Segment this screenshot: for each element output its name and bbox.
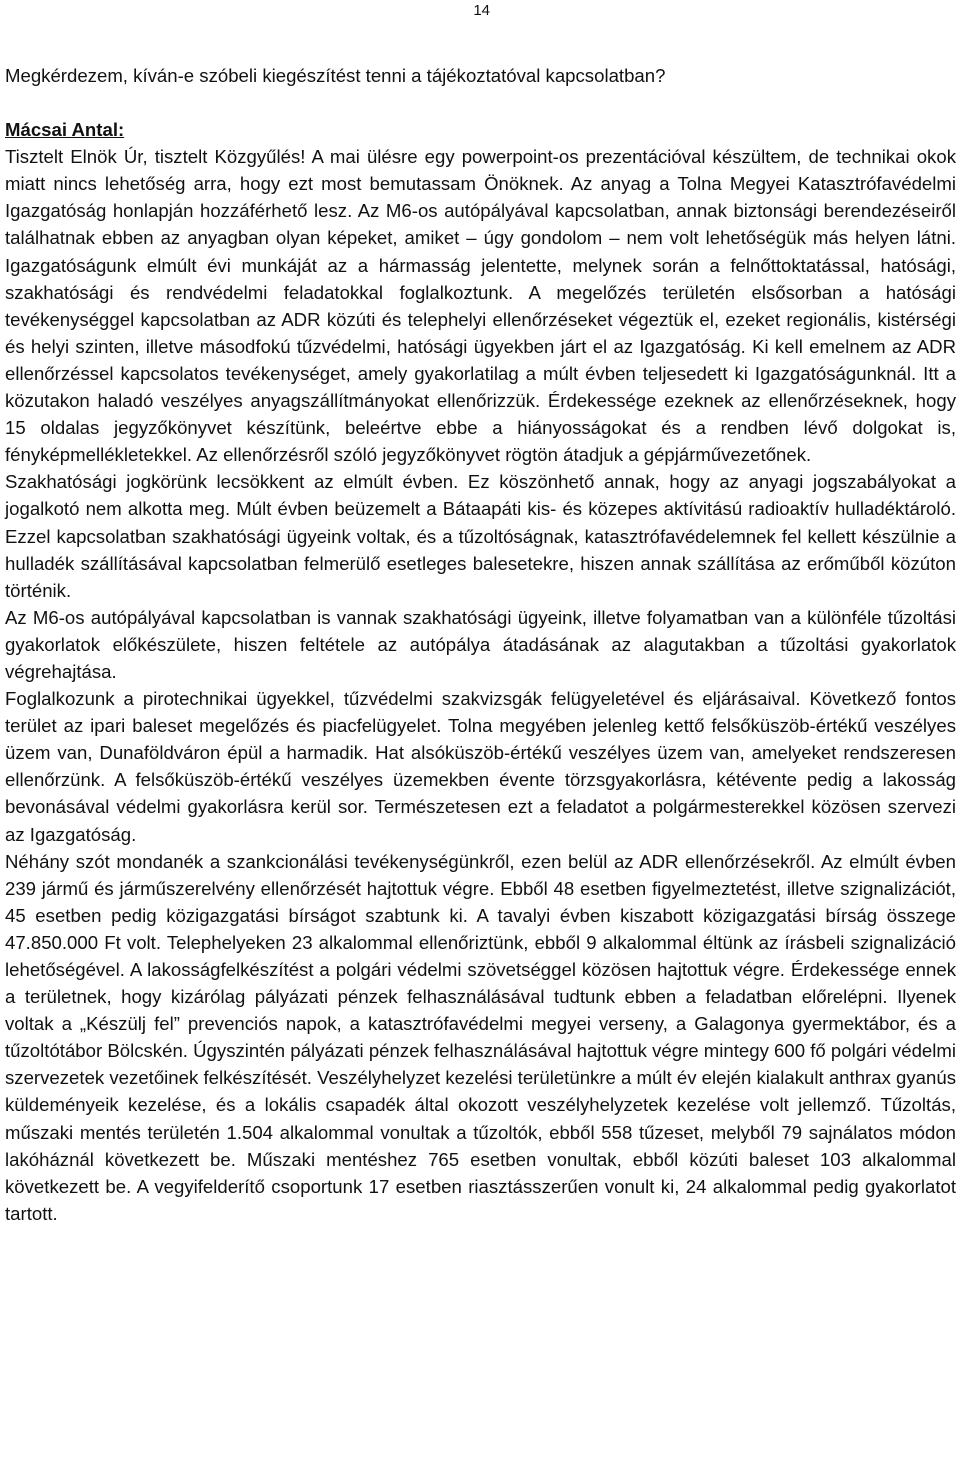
paragraph-5: Néhány szót mondanék a szankcionálási tevékenységünkről, ezen belül az ADR ellenőrzésekről. Az elmúlt évben 239 jármű és járműszerelvény ellenőrzését hajtottuk végre. Ebből 48 esetben figyelmeztetést, illetve szignalizációt, 45 esetben pedig közigazgatási bírságot szabtunk ki. A tavalyi évben kiszabott közigazgatási bírság összege 47.850.000 Ft volt. Telephelyeken 23 alkalommal ellenőriztünk, ebből 9 alkalommal éltünk az írásbeli szignalizáció lehetőségével. A lakosságfelkészítést a polgári védelmi szövetséggel közösen hajtottuk végre. Érdekessége ennek a területnek, hogy kizárólag pályázati pénzek felhasználásával tudtunk ebben a feladatban előrelépni. Ilyenek voltak a „Készülj fel” prevenciós napok, a katasztrófavédelmi megyei verseny, a Galagonya gyermektábor, és a tűzoltótábor Bölcskén. Úgyszintén pályázati pénzek felhasználásával hajtottuk végre mintegy 600 fő polgári védelmi szervezetek vezetőinek felkészítését. Veszélyhelyzet kezelési területünkre a múlt év elején kialakult anthrax gyanús küldeményeik kezelése, és a lokális csapadék által okozott veszélyhelyzetek kezelése volt jellemző. Tűzoltás, műszaki mentés területén 1.504 alkalommal vonultak a tűzoltók, ebből 558 tűzeset, melyből 79 sajnálatos módon lakóháznál következett be. Műszaki mentéshez 765 esetben vonultak, ebből közúti baleset 103 alkalommal következett be. A vegyifelderítő csoportunk 17 esetben riasztásszerűen vonult ki, 24 alkalommal pedig gyakorlatot tartott. — [5, 850, 956, 1224]
intro-paragraph: Megkérdezem, kíván-e szóbeli kiegészítést tenni a tájékoztatóval kapcsolatban? — [5, 65, 666, 86]
speaker-name: Mácsai Antal: — [5, 119, 125, 141]
paragraph-4: Foglalkozunk a pirotechnikai ügyekkel, tűzvédelmi szakvizsgák felügyeletével és eljárásaival. Következő fontos terület az ipari baleset megelőzés és piacfelügyelet. Tolna megyében jelenleg kettő felsőküszöb-értékű veszélyes üzem van, Dunaföldváron épül a harmadik. Hat alsóküszöb-értékű veszélyes üzem van, amelyeket rendszeresen ellenőrzünk. A felsőküszöb-értékű veszélyes üzemekben évente törzsgyakorlásra, kétévente pedig a lakosság bevonásával védelmi gyakorlásra kerül sor. Természetesen ezt a feladatot a polgármesterekkel közösen szervezi az Igazgatóság. — [5, 688, 956, 845]
document-body — [5, 62, 956, 1227]
page-number: 14 — [473, 2, 490, 19]
paragraph-1: Tisztelt Elnök Úr, tisztelt Közgyűlés! A mai ülésre egy powerpoint-os prezentációval készültem, de technikai okok miatt nincs lehetőség arra, hogy ezt most bemutassam Önöknek. Az anyag a Tolna Megyei Katasztrófavédelmi Igazgatóság honlapján hozzáférhető lesz. Az M6-os autópályával kapcsolatban, annak biztonsági berendezéseiről találhatnak ebben az anyagban olyan képeket, amiket – úgy gondolom – nem volt lehetőségük más helyen látni. Igazgatóságunk elmúlt évi munkáját az a hármasság jelentette, melynek során a felnőttoktatással, hatósági, szakhatósági és rendvédelmi feladatokkal foglalkoztunk. A megelőzés területén elsősorban a hatósági tevékenységgel kapcsolatban az ADR közúti és telephelyi ellenőrzéseket végeztük el, ezeket regionális, kistérségi és helyi szinten, illetve másodfokú tűzvédelmi, hatósági ügyekben járt el az Igazgatóság. Ki kell emelnem az ADR ellenőrzéssel kapcsolatos tevékenységet, amely gyakorlatilag a múlt évben teljesedett ki Igazgatóságunknál. Itt a közutakon haladó veszélyes anyagszállítmányokat ellenőrizzük. Érdekessége ezeknek az ellenőrzéseknek, hogy 15 oldalas jegyzőkönyvet készítünk, beleértve ebbe a hiányosságokat és a rendben lévő dolgokat is, fényképmellékletekkel. Az ellenőrzésről szóló jegyzőkönyvet rögtön átadjuk a gépjárművezetőnek. — [5, 146, 956, 466]
paragraph-2: Szakhatósági jogkörünk lecsökkent az elmúlt évben. Ez köszönhető annak, hogy az anyagi jogszabályokat a jogalkotó nem alkotta meg. Múlt évben beüzemelt a Bátaapáti kis- és közepes aktívitású radioaktív hulladéktároló. Ezzel kapcsolatban szakhatósági ügyeink voltak, és a tűzoltóságnak, katasztrófavédelemnek fel kellett készülnie a hulladék szállításával kapcsolatban felmerülő esetleges balesetekre, hiszen annak szállítása az erőműből közúton történik. — [5, 471, 956, 601]
paragraph-3: Az M6-os autópályával kapcsolatban is vannak szakhatósági ügyeink, illetve folyamatban van a különféle tűzoltási gyakorlatok előkészülete, hiszen feltétele az autópálya átadásának az alagutakban a tűzoltási gyakorlatok végrehajtása. — [5, 606, 956, 682]
